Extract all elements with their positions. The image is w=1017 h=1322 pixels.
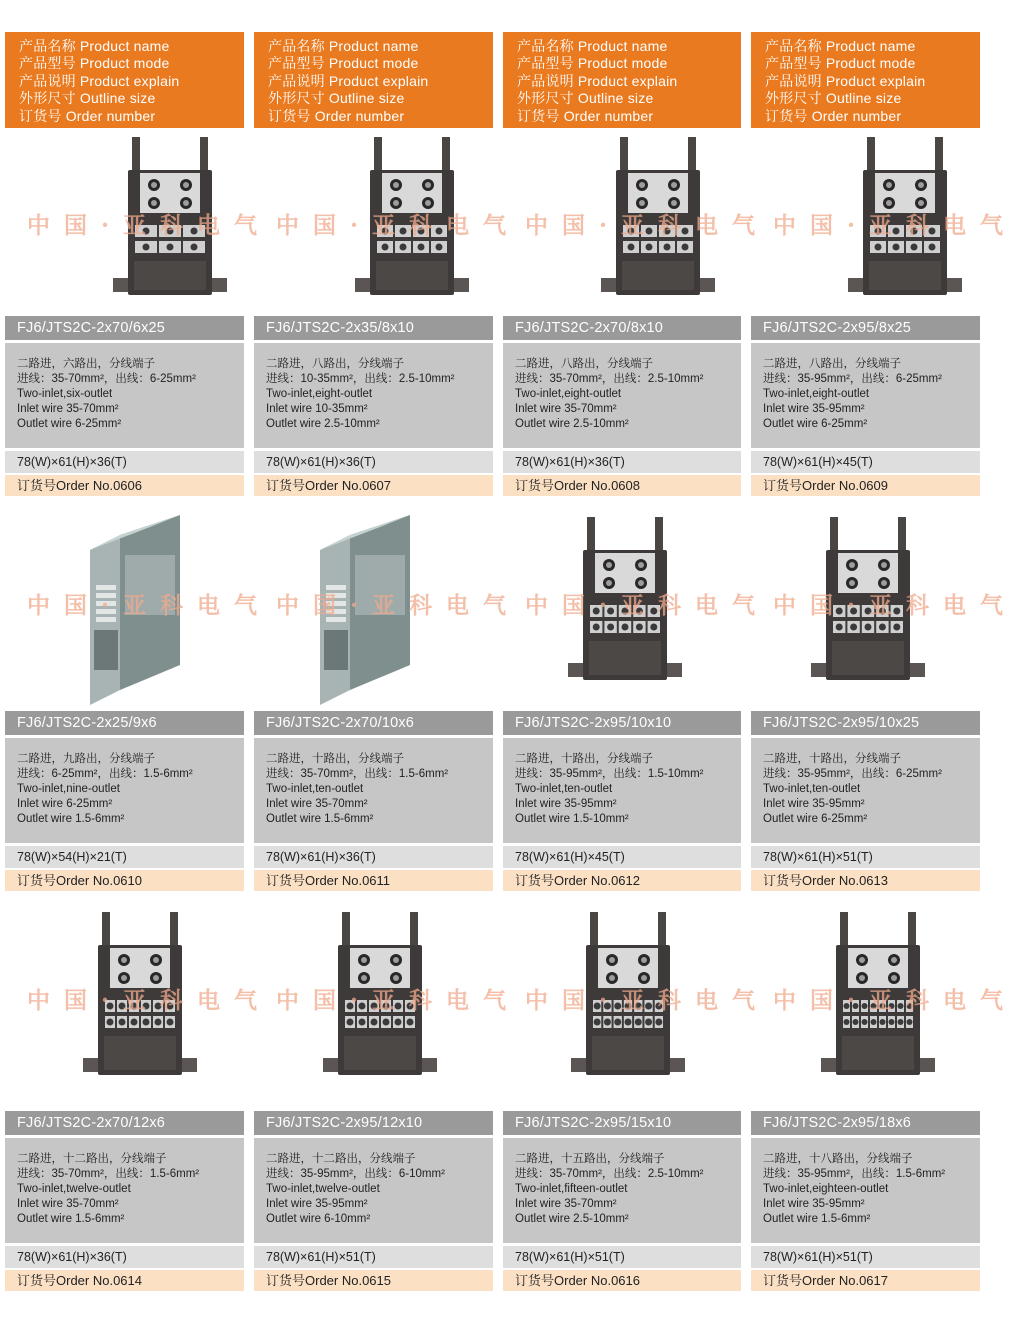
description-line: Outlet wire 6-25mm² (763, 418, 868, 430)
description-line: 二路进，十路出，分线端子 (763, 753, 901, 765)
watermark-text: 中国·亚科电气 (525, 987, 770, 1014)
header-line: 产品型号 Product mode (765, 55, 916, 72)
product-description (751, 738, 980, 843)
description-line: Inlet wire 10-35mm² (266, 403, 368, 415)
description-line: Outlet wire 6-25mm² (763, 813, 868, 825)
outline-size: 78(W)×61(H)×51(T) (751, 1246, 980, 1268)
outline-size: 78(W)×61(H)×36(T) (5, 1246, 244, 1268)
description-line: 进线：35-70mm²，出线：1.5-6mm² (17, 1168, 200, 1180)
description-line: Inlet wire 35-70mm² (17, 403, 119, 415)
description-line: Inlet wire 35-95mm² (763, 798, 865, 810)
description-line: 进线：35-95mm²，出线：6-10mm² (266, 1168, 445, 1180)
product-model: FJ6/JTS2C-2x95/15x10 (503, 1111, 741, 1135)
description-line: 二路进，十五路出，分线端子 (515, 1153, 665, 1165)
description-line: 进线：35-95mm²，出线：6-25mm² (763, 768, 942, 780)
order-number: 订货号Order No.0617 (751, 1270, 980, 1291)
description-line: 二路进，八路出，分线端子 (266, 358, 404, 370)
description-line: Two-inlet,ten-outlet (515, 783, 613, 795)
product-description (503, 343, 741, 448)
description-line: Inlet wire 35-95mm² (266, 1198, 368, 1210)
product-description (503, 738, 741, 843)
product-description (503, 1138, 741, 1243)
header-line: 产品型号 Product mode (268, 55, 419, 72)
header-line: 订货号 Order number (765, 107, 902, 124)
watermark-text: 中国·亚科电气 (27, 592, 272, 619)
description-line: Inlet wire 35-70mm² (515, 403, 617, 415)
description-line: 进线：6-25mm²，出线：1.5-6mm² (17, 768, 193, 780)
header-line: 外形尺寸 Outline size (268, 90, 405, 107)
product-model: FJ6/JTS2C-2x70/8x10 (503, 316, 741, 340)
description-line: 进线：35-95mm²，出线：6-25mm² (763, 373, 942, 385)
outline-size: 78(W)×61(H)×45(T) (751, 451, 980, 473)
description-line: 进线：35-70mm²，出线：6-25mm² (17, 373, 196, 385)
description-line: Outlet wire 1.5-10mm² (515, 813, 629, 825)
description-line: Inlet wire 6-25mm² (17, 798, 113, 810)
product-model: FJ6/JTS2C-2x95/10x10 (503, 711, 741, 735)
description-line: Two-inlet,ten-outlet (763, 783, 861, 795)
header-line: 外形尺寸 Outline size (517, 90, 654, 107)
product-model: FJ6/JTS2C-2x95/18x6 (751, 1111, 980, 1135)
description-line: Two-inlet,twelve-outlet (17, 1183, 131, 1195)
description-line: 进线：10-35mm²，出线：2.5-10mm² (266, 373, 455, 385)
description-line: Two-inlet,six-outlet (17, 388, 113, 400)
header-line: 外形尺寸 Outline size (19, 90, 156, 107)
description-line: Outlet wire 1.5-6mm² (17, 813, 125, 825)
description-line: Outlet wire 1.5-6mm² (17, 1213, 125, 1225)
product-model: FJ6/JTS2C-2x95/12x10 (254, 1111, 493, 1135)
description-line: 二路进，八路出，分线端子 (763, 358, 901, 370)
outline-size: 78(W)×61(H)×51(T) (751, 846, 980, 868)
outline-size: 78(W)×61(H)×51(T) (254, 1246, 493, 1268)
description-line: Outlet wire 2.5-10mm² (515, 1213, 629, 1225)
description-line: Two-inlet,eight-outlet (515, 388, 622, 400)
header-line: 订货号 Order number (268, 107, 405, 124)
product-model: FJ6/JTS2C-2x35/8x10 (254, 316, 493, 340)
order-number: 订货号Order No.0614 (5, 1270, 244, 1291)
order-number: 订货号Order No.0615 (254, 1270, 493, 1291)
watermark-text: 中国·亚科电气 (773, 212, 1017, 239)
header-line: 产品名称 Product name (19, 38, 170, 54)
product-description (254, 1138, 493, 1243)
header-line: 产品名称 Product name (765, 38, 916, 54)
outline-size: 78(W)×61(H)×36(T) (503, 451, 741, 473)
product-description (254, 738, 493, 843)
header-line: 产品型号 Product mode (19, 55, 170, 72)
header-line: 产品说明 Product explain (19, 72, 180, 89)
watermark-text: 中国·亚科电气 (27, 987, 272, 1014)
order-number: 订货号Order No.0606 (5, 475, 244, 496)
outline-size: 78(W)×61(H)×36(T) (254, 451, 493, 473)
header-line: 外形尺寸 Outline size (765, 90, 902, 107)
watermark-text: 中国·亚科电气 (773, 592, 1017, 619)
header-line: 产品说明 Product explain (517, 72, 678, 89)
product-description (751, 343, 980, 448)
description-line: 进线：35-70mm²，出线：2.5-10mm² (515, 373, 704, 385)
description-line: 进线：35-95mm²，出线：1.5-10mm² (515, 768, 704, 780)
order-number: 订货号Order No.0609 (751, 475, 980, 496)
description-line: 进线：35-95mm²，出线：1.5-6mm² (763, 1168, 946, 1180)
description-line: Outlet wire 6-25mm² (17, 418, 122, 430)
watermark-text: 中国·亚科电气 (27, 212, 272, 239)
order-number: 订货号Order No.0612 (503, 870, 741, 891)
watermark-text: 中国·亚科电气 (276, 592, 521, 619)
order-number: 订货号Order No.0611 (254, 870, 493, 891)
description-line: 二路进，十路出，分线端子 (515, 753, 653, 765)
description-line: 进线：35-70mm²，出线：2.5-10mm² (515, 1168, 704, 1180)
watermark-text: 中国·亚科电气 (525, 212, 770, 239)
product-model: FJ6/JTS2C-2x70/12x6 (5, 1111, 244, 1135)
product-description (5, 1138, 244, 1243)
product-description (254, 343, 493, 448)
header-line: 产品型号 Product mode (517, 55, 668, 72)
outline-size: 78(W)×61(H)×36(T) (5, 451, 244, 473)
product-description (5, 738, 244, 843)
outline-size: 78(W)×61(H)×51(T) (503, 1246, 741, 1268)
header-line: 产品说明 Product explain (268, 72, 429, 89)
header-line: 产品名称 Product name (517, 38, 668, 54)
description-line: Two-inlet,twelve-outlet (266, 1183, 380, 1195)
description-line: Inlet wire 35-70mm² (266, 798, 368, 810)
description-line: Two-inlet,eighteen-outlet (763, 1183, 889, 1195)
description-line: 二路进，八路出，分线端子 (515, 358, 653, 370)
description-line: 二路进，九路出，分线端子 (17, 753, 155, 765)
header-line: 产品名称 Product name (268, 38, 419, 54)
description-line: Outlet wire 2.5-10mm² (515, 418, 629, 430)
description-line: Two-inlet,eight-outlet (763, 388, 870, 400)
outline-size: 78(W)×61(H)×36(T) (254, 846, 493, 868)
description-line: Two-inlet,eight-outlet (266, 388, 373, 400)
description-line: Outlet wire 2.5-10mm² (266, 418, 380, 430)
description-line: Inlet wire 35-70mm² (17, 1198, 119, 1210)
description-line: 二路进，十二路出，分线端子 (266, 1153, 416, 1165)
product-description (751, 1138, 980, 1243)
description-line: 二路进，十八路出，分线端子 (763, 1153, 913, 1165)
description-line: Inlet wire 35-70mm² (515, 1198, 617, 1210)
outline-size: 78(W)×61(H)×45(T) (503, 846, 741, 868)
product-model: FJ6/JTS2C-2x25/9x6 (5, 711, 244, 735)
order-number: 订货号Order No.0608 (503, 475, 741, 496)
order-number: 订货号Order No.0616 (503, 1270, 741, 1291)
description-line: 二路进，十路出，分线端子 (266, 753, 404, 765)
order-number: 订货号Order No.0610 (5, 870, 244, 891)
watermark-text: 中国·亚科电气 (276, 987, 521, 1014)
watermark-text: 中国·亚科电气 (276, 212, 521, 239)
description-line: Outlet wire 1.5-6mm² (266, 813, 374, 825)
description-line: Inlet wire 35-95mm² (763, 1198, 865, 1210)
description-line: Inlet wire 35-95mm² (515, 798, 617, 810)
header-block (751, 32, 980, 128)
description-line: 进线：35-70mm²，出线：1.5-6mm² (266, 768, 449, 780)
header-block (5, 32, 244, 128)
header-line: 订货号 Order number (19, 107, 156, 124)
order-number: 订货号Order No.0607 (254, 475, 493, 496)
product-model: FJ6/JTS2C-2x70/6x25 (5, 316, 244, 340)
description-line: Two-inlet,nine-outlet (17, 783, 120, 795)
header-block (503, 32, 741, 128)
description-line: Outlet wire 6-10mm² (266, 1213, 371, 1225)
description-line: Outlet wire 1.5-6mm² (763, 1213, 871, 1225)
description-line: Inlet wire 35-95mm² (763, 403, 865, 415)
description-line: Two-inlet,ten-outlet (266, 783, 364, 795)
description-line: 二路进，六路出，分线端子 (17, 358, 155, 370)
product-model: FJ6/JTS2C-2x95/10x25 (751, 711, 980, 735)
watermark-text: 中国·亚科电气 (773, 987, 1017, 1014)
product-description (5, 343, 244, 448)
order-number: 订货号Order No.0613 (751, 870, 980, 891)
description-line: Two-inlet,fifteen-outlet (515, 1183, 628, 1195)
description-line: 二路进，十二路出，分线端子 (17, 1153, 167, 1165)
header-block (254, 32, 493, 128)
header-line: 订货号 Order number (517, 107, 654, 124)
header-line: 产品说明 Product explain (765, 72, 926, 89)
product-model: FJ6/JTS2C-2x95/8x25 (751, 316, 980, 340)
watermark-text: 中国·亚科电气 (525, 592, 770, 619)
product-model: FJ6/JTS2C-2x70/10x6 (254, 711, 493, 735)
outline-size: 78(W)×54(H)×21(T) (5, 846, 244, 868)
